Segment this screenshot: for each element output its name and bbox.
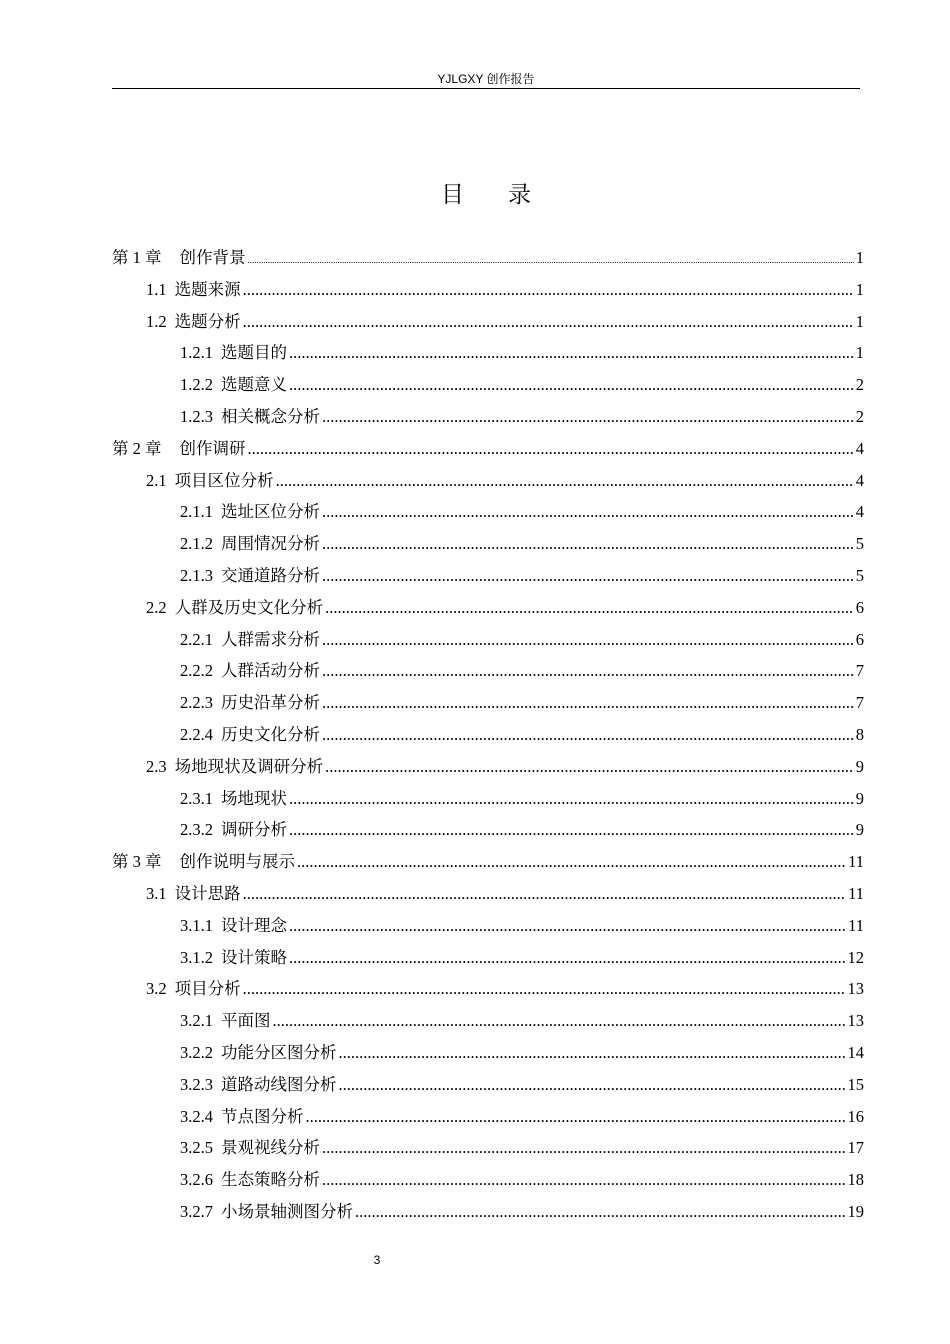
toc-title: 目录	[441, 182, 575, 207]
page-header: YJLGXY 创作报告	[437, 72, 535, 86]
toc-entry-page: 11	[848, 852, 864, 872]
toc-entry-page: 1	[855, 343, 864, 363]
toc-entry-label: 景观视线分析	[221, 1138, 320, 1158]
dot-leader	[289, 916, 846, 936]
page-number: 3	[373, 1253, 381, 1267]
dot-leader	[306, 1107, 846, 1127]
toc-entry-label: 平面图	[221, 1011, 271, 1031]
toc-entry-page: 6	[855, 629, 864, 649]
toc-entry-number: 2.2	[146, 597, 167, 617]
toc-entry-label: 设计策略	[221, 947, 287, 967]
toc-entry[interactable]	[112, 626, 864, 658]
dot-leader	[322, 407, 854, 427]
toc-entry[interactable]	[112, 816, 864, 848]
toc-entry-page: 9	[855, 820, 864, 840]
toc-entry[interactable]	[112, 498, 864, 530]
toc-entry-page: 4	[855, 438, 864, 458]
toc-entry-label: 场地现状及调研分析	[174, 756, 324, 776]
dot-leader	[325, 757, 854, 777]
toc-entry-page: 16	[847, 1106, 864, 1126]
toc-entry-label: 相关概念分析	[221, 406, 320, 426]
toc-entry-number: 3.1	[146, 883, 167, 903]
toc-entry-label: 道路动线图分析	[221, 1074, 337, 1094]
toc-entry-label: 生态策略分析	[221, 1170, 320, 1190]
dot-leader	[322, 1138, 846, 1158]
dot-leader	[289, 375, 854, 395]
toc-entry-label: 人群需求分析	[221, 629, 320, 649]
toc-entry[interactable]	[112, 689, 864, 721]
toc-entry-label: 设计思路	[174, 883, 241, 903]
dot-leader	[322, 725, 854, 745]
toc-entry-label: 周围情况分析	[221, 534, 320, 554]
toc-entry-number: 1.1	[146, 279, 167, 299]
toc-entry[interactable]	[112, 1134, 864, 1166]
toc-entry-page: 2	[855, 375, 864, 395]
toc-entry[interactable]	[112, 435, 864, 467]
dot-leader	[322, 630, 854, 650]
toc-entry-label: 人群活动分析	[221, 661, 320, 681]
toc-entry-number: 2.2.2	[180, 661, 213, 681]
dot-leader	[339, 1075, 846, 1095]
toc-entry-number: 第 3 章	[112, 852, 162, 872]
toc-entry[interactable]	[112, 944, 864, 976]
toc-entry-number: 3.2.4	[180, 1106, 213, 1126]
toc-entry[interactable]	[112, 1198, 864, 1230]
toc-entry[interactable]	[112, 848, 864, 880]
toc-entry[interactable]	[112, 912, 864, 944]
dot-leader	[355, 1202, 846, 1222]
toc-entry-page: 18	[847, 1170, 864, 1190]
toc-entry-number: 2.1	[146, 470, 167, 490]
toc-entry[interactable]	[112, 753, 864, 785]
toc-entry-page: 8	[855, 724, 864, 744]
toc-entry-number: 3.2.7	[180, 1201, 213, 1221]
table-of-contents	[112, 244, 864, 1230]
toc-entry-label: 选题意义	[221, 375, 287, 395]
toc-entry-label: 设计理念	[221, 915, 287, 935]
dot-leader	[325, 598, 854, 618]
toc-entry[interactable]	[112, 721, 864, 753]
toc-entry-label: 节点图分析	[221, 1106, 304, 1126]
dot-leader	[289, 820, 854, 840]
toc-entry-page: 5	[855, 534, 864, 554]
toc-entry[interactable]	[112, 308, 864, 340]
toc-entry-page: 11	[848, 883, 864, 903]
toc-entry-label: 选址区位分析	[221, 502, 320, 522]
toc-entry-page: 4	[855, 502, 864, 522]
toc-entry-number: 2.2.1	[180, 629, 213, 649]
toc-entry[interactable]	[112, 880, 864, 912]
toc-entry-label: 历史文化分析	[221, 724, 320, 744]
toc-entry[interactable]	[112, 975, 864, 1007]
toc-entry-page: 12	[847, 947, 864, 967]
toc-entry-page: 5	[855, 565, 864, 585]
toc-entry-number: 1.2.2	[180, 375, 213, 395]
toc-entry[interactable]	[112, 1166, 864, 1198]
toc-entry-label: 调研分析	[221, 820, 287, 840]
toc-entry-page: 19	[847, 1201, 864, 1221]
dot-leader	[297, 852, 846, 872]
dot-leader	[276, 471, 854, 491]
toc-entry-page: 1	[855, 248, 864, 267]
dot-leader	[322, 534, 854, 554]
toc-entry-label: 项目分析	[174, 979, 241, 999]
toc-entry-page: 9	[855, 756, 864, 776]
dot-leader	[248, 248, 854, 268]
toc-entry-number: 3.2.5	[180, 1138, 213, 1158]
dot-leader	[322, 693, 854, 713]
dot-leader	[289, 948, 846, 968]
toc-entry-page: 4	[855, 470, 864, 490]
toc-entry-label: 选题目的	[221, 343, 287, 363]
toc-entry[interactable]	[112, 562, 864, 594]
toc-entry-page: 15	[847, 1074, 864, 1094]
toc-entry[interactable]	[112, 1103, 864, 1135]
toc-entry-label: 功能分区图分析	[221, 1042, 337, 1062]
toc-entry-label: 场地现状	[221, 788, 287, 808]
toc-entry-page: 6	[855, 597, 864, 617]
toc-entry[interactable]	[112, 467, 864, 499]
dot-leader	[289, 789, 854, 809]
toc-entry-number: 1.2.1	[180, 343, 213, 363]
toc-entry[interactable]	[112, 339, 864, 371]
toc-entry-label: 创作说明与展示	[179, 852, 295, 872]
toc-entry-number: 3.2.3	[180, 1074, 213, 1094]
toc-entry-page: 14	[847, 1042, 864, 1062]
toc-entry-number: 2.1.2	[180, 534, 213, 554]
dot-leader	[289, 343, 854, 363]
toc-entry[interactable]	[112, 403, 864, 435]
toc-entry-number: 2.2.4	[180, 724, 213, 744]
toc-entry-number: 2.1.1	[180, 502, 213, 522]
toc-entry-number: 2.2.3	[180, 693, 213, 713]
toc-entry-label: 交通道路分析	[221, 565, 320, 585]
toc-entry-number: 3.2.1	[180, 1011, 213, 1031]
toc-entry-label: 选题来源	[174, 279, 241, 299]
toc-entry[interactable]	[112, 244, 864, 276]
dot-leader	[339, 1043, 846, 1063]
toc-entry-number: 第 1 章	[112, 248, 162, 267]
toc-entry-page: 9	[855, 788, 864, 808]
toc-entry-number: 2.3	[146, 756, 167, 776]
toc-entry-label: 小场景轴测图分析	[221, 1201, 353, 1221]
toc-entry-label: 创作背景	[179, 248, 246, 267]
toc-entry[interactable]	[112, 594, 864, 626]
toc-entry-number: 3.1.1	[180, 915, 213, 935]
toc-entry-label: 历史沿革分析	[221, 693, 320, 713]
toc-entry-label: 选题分析	[174, 311, 241, 331]
toc-entry-page: 11	[848, 915, 864, 935]
toc-entry[interactable]	[112, 530, 864, 562]
dot-leader	[243, 979, 846, 999]
toc-entry[interactable]	[112, 371, 864, 403]
toc-entry-number: 3.2.2	[180, 1042, 213, 1062]
toc-entry[interactable]	[112, 1007, 864, 1039]
toc-entry[interactable]	[112, 276, 864, 308]
toc-entry-page: 17	[847, 1138, 864, 1158]
toc-entry[interactable]	[112, 1071, 864, 1103]
dot-leader	[243, 884, 846, 904]
toc-entry-number: 第 2 章	[112, 438, 162, 458]
toc-entry-page: 13	[847, 979, 864, 999]
toc-entry-number: 1.2.3	[180, 406, 213, 426]
dot-leader	[322, 502, 854, 522]
toc-entry-number: 2.1.3	[180, 565, 213, 585]
toc-entry-page: 1	[855, 311, 864, 331]
dot-leader	[322, 566, 854, 586]
toc-entry-page: 13	[847, 1011, 864, 1031]
dot-leader	[248, 439, 854, 459]
dot-leader	[243, 312, 854, 332]
toc-entry-number: 2.3.1	[180, 788, 213, 808]
toc-entry[interactable]	[112, 657, 864, 689]
toc-entry-page: 2	[855, 406, 864, 426]
dot-leader	[322, 1170, 846, 1190]
toc-entry-number: 3.1.2	[180, 947, 213, 967]
toc-entry[interactable]	[112, 785, 864, 817]
toc-entry-page: 1	[855, 279, 864, 299]
toc-entry-label: 创作调研	[179, 438, 246, 458]
toc-entry-label: 人群及历史文化分析	[174, 597, 324, 617]
toc-entry-page: 7	[855, 661, 864, 681]
toc-entry-label: 项目区位分析	[174, 470, 274, 490]
header-divider	[112, 88, 860, 89]
toc-entry-number: 3.2	[146, 979, 167, 999]
toc-entry-number: 1.2	[146, 311, 167, 331]
toc-entry-number: 3.2.6	[180, 1170, 213, 1190]
dot-leader	[322, 661, 854, 681]
toc-entry-number: 2.3.2	[180, 820, 213, 840]
dot-leader	[243, 280, 854, 300]
toc-entry[interactable]	[112, 1039, 864, 1071]
toc-entry-page: 7	[855, 693, 864, 713]
dot-leader	[273, 1011, 846, 1031]
